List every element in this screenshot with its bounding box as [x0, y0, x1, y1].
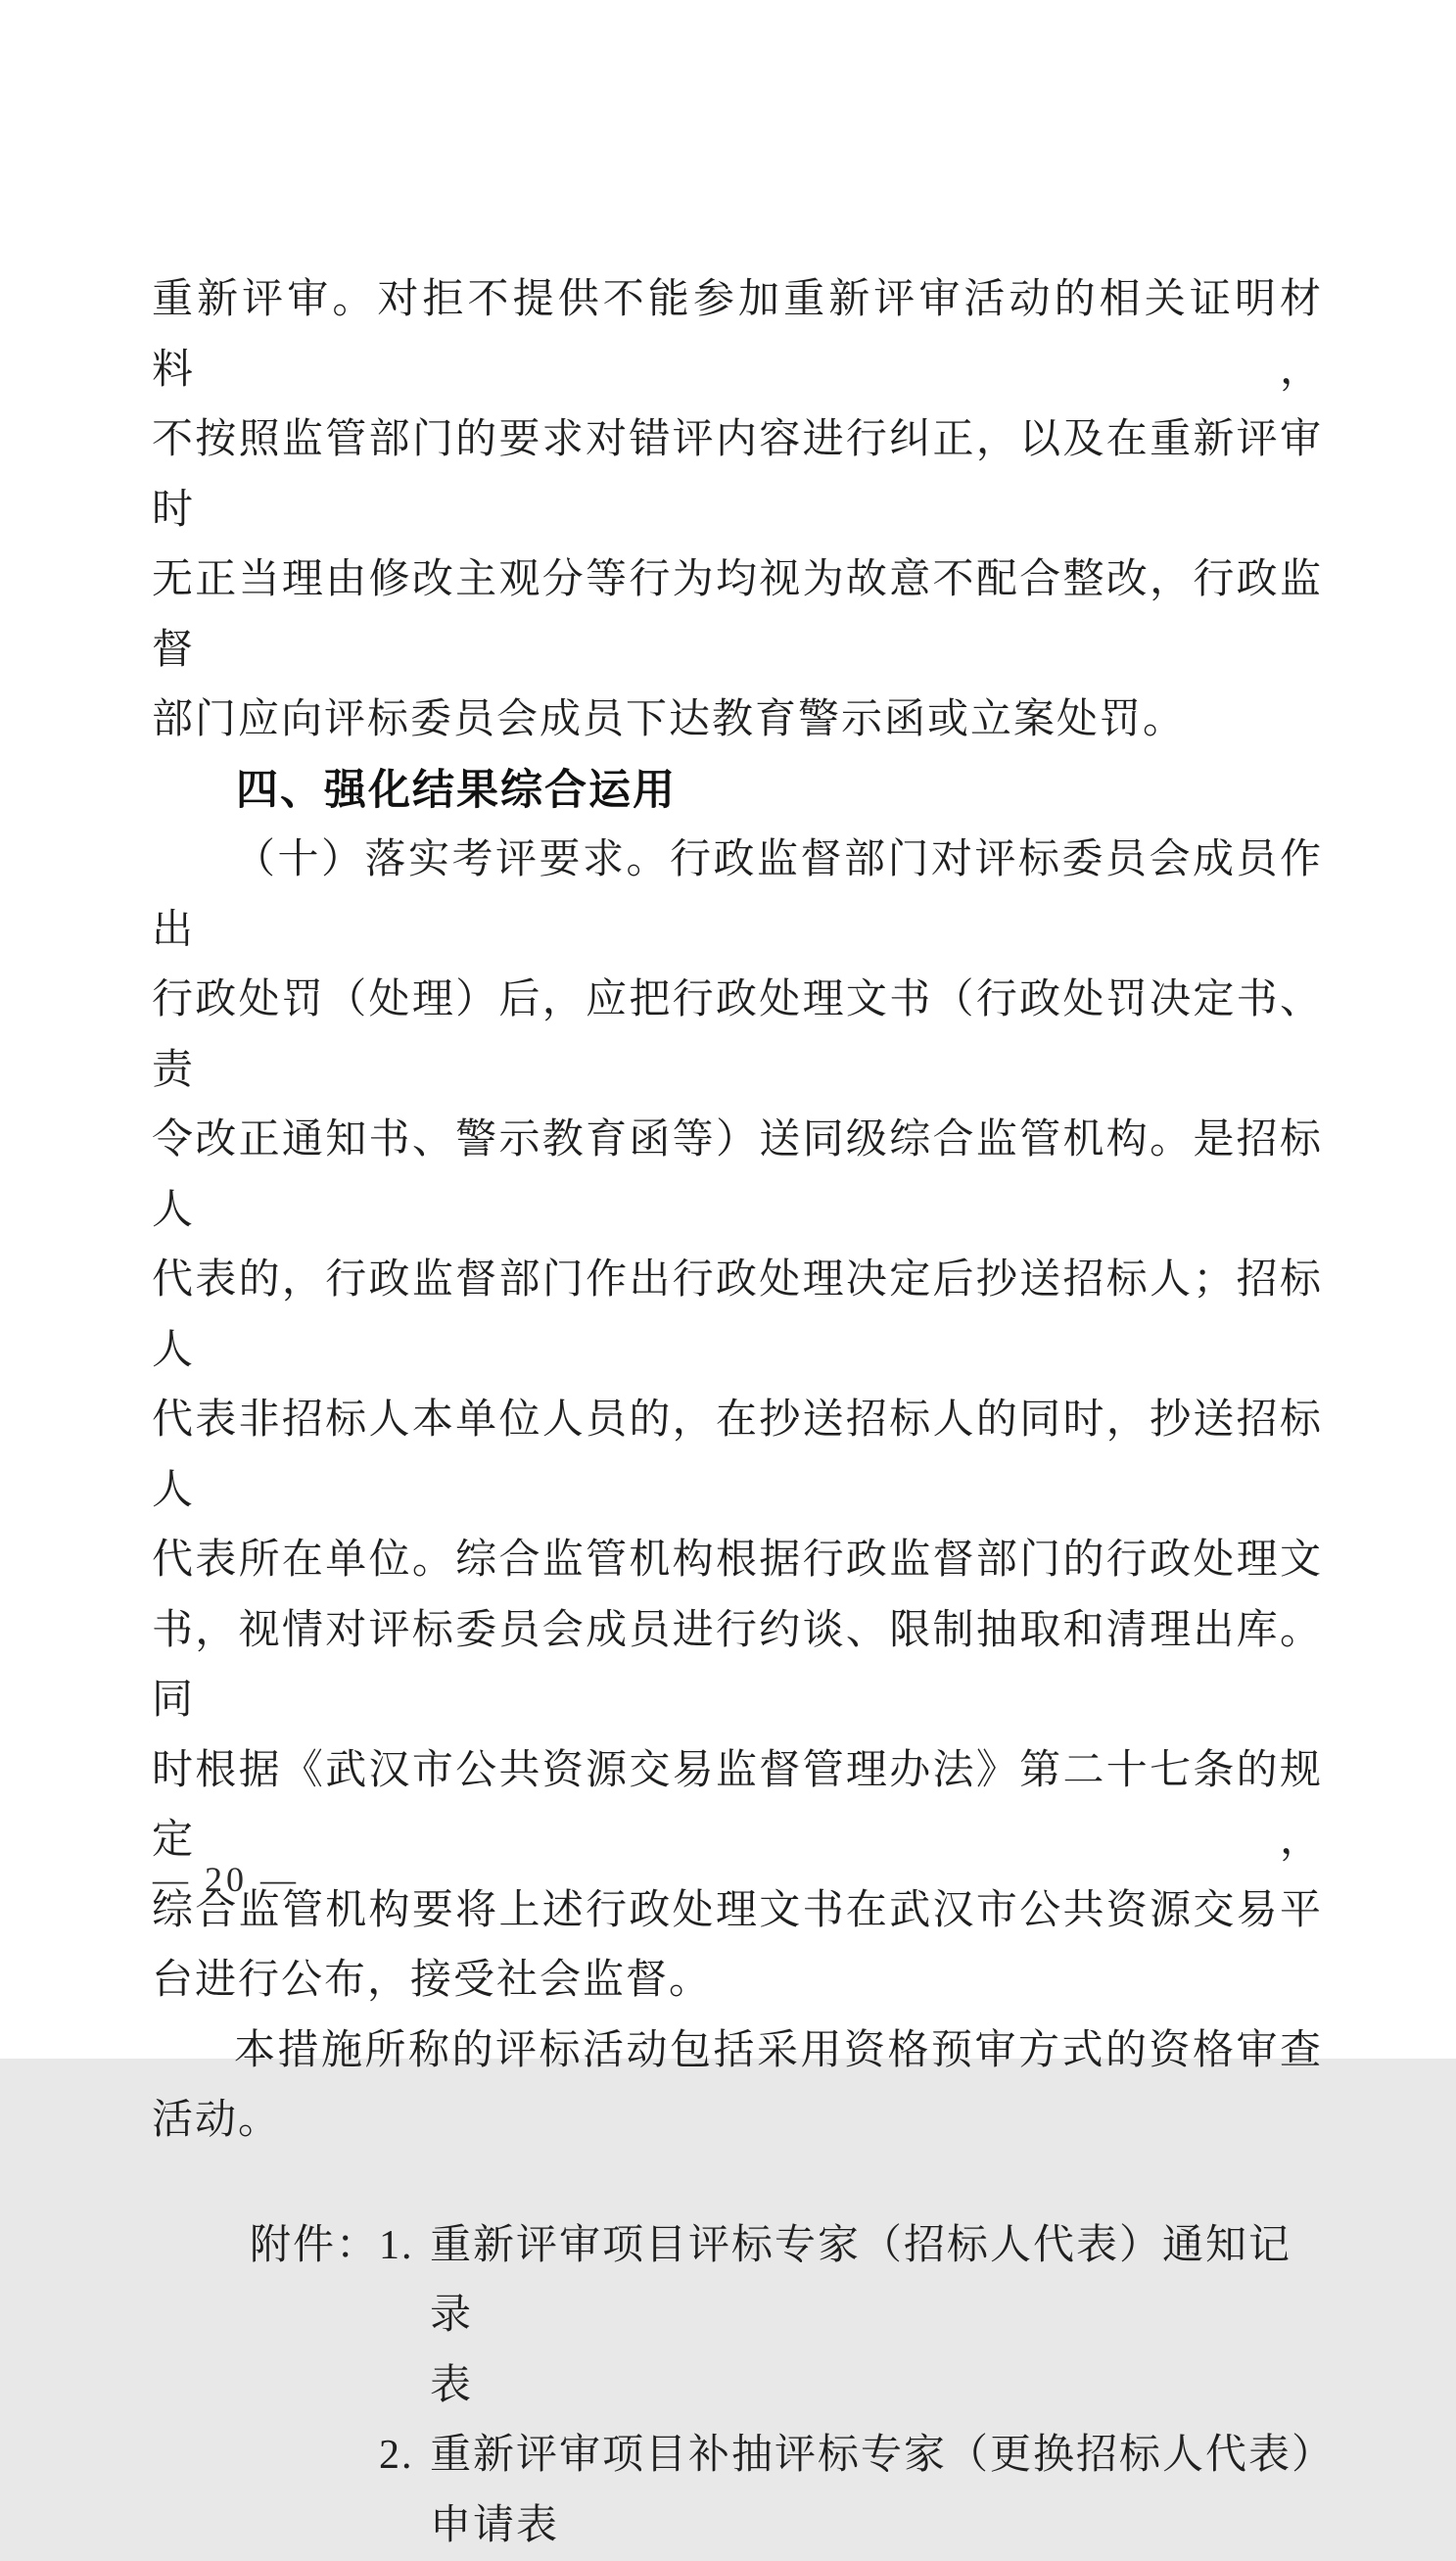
text-line: 代表所在单位。综合监管机构根据行政监督部门的行政处理文	[152, 1526, 1323, 1596]
text-line: 重新评审。对拒不提供不能参加重新评审活动的相关证明材料，	[152, 265, 1323, 405]
page-number: — 20 —	[153, 1859, 300, 1900]
attachment-text-line: 申请表	[430, 2491, 1323, 2561]
attachments-list	[379, 2211, 1323, 2561]
text-line: 综合监管机构要将上述行政处理文书在武汉市公共资源交易平	[152, 1876, 1323, 1947]
attachment-text-line: 重新评审项目评标专家（招标人代表）通知记录	[430, 2211, 1323, 2351]
text-line: 部门应向评标委员会成员下达教育警示函或立案处罚。	[152, 686, 1323, 756]
section-heading: 四、强化结果综合运用	[152, 756, 1323, 827]
text-line: 台进行公布，接受社会监督。	[152, 1946, 1323, 2016]
text-line: 活动。	[152, 2086, 1323, 2157]
text-line: （十）落实考评要求。行政监督部门对评标委员会成员作出	[152, 826, 1323, 966]
text-line: 不按照监管部门的要求对错评内容进行纠正，以及在重新评审时	[152, 405, 1323, 545]
text-line: 时根据《武汉市公共资源交易监督管理办法》第二十七条的规定，	[152, 1736, 1323, 1876]
attachment-item	[379, 2211, 1323, 2422]
document-body	[152, 265, 1323, 2561]
attachment-text-line: 重新评审项目补抽评标专家（更换招标人代表）	[430, 2421, 1323, 2491]
text-line: 代表非招标人本单位人员的，在抄送招标人的同时，抄送招标人	[152, 1386, 1323, 1526]
attachment-item-number: 1.	[379, 2211, 430, 2282]
text-line: 本措施所称的评标活动包括采用资格预审方式的资格审查	[152, 2016, 1323, 2087]
text-line: 无正当理由修改主观分等行为均视为故意不配合整改，行政监督	[152, 545, 1323, 686]
text-line: 行政处罚（处理）后，应把行政处理文书（行政处罚决定书、责	[152, 966, 1323, 1106]
attachment-item-number: 2.	[379, 2421, 430, 2491]
text-line: 代表的，行政监督部门作出行政处理决定后抄送招标人；招标人	[152, 1246, 1323, 1386]
attachment-item-text	[430, 2421, 1323, 2561]
attachment-item	[379, 2421, 1323, 2561]
attachment-item-text	[430, 2211, 1323, 2422]
attachments-label: 附件：	[250, 2211, 379, 2282]
attachments-block	[152, 2211, 1323, 2561]
attachment-text-line: 表	[430, 2351, 1323, 2422]
text-line: 书，视情对评标委员会成员进行约谈、限制抽取和清理出库。同	[152, 1596, 1323, 1736]
text-line: 令改正通知书、警示教育函等）送同级综合监管机构。是招标人	[152, 1106, 1323, 1246]
